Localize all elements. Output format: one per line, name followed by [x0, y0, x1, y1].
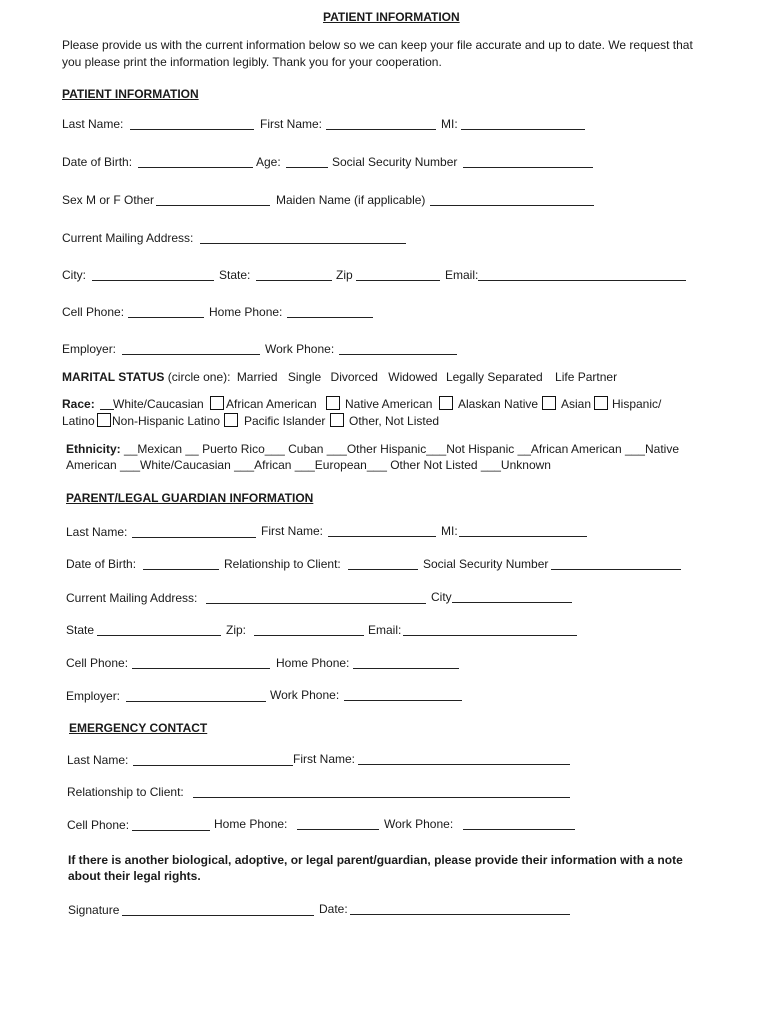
race-asian-checkbox[interactable] — [542, 396, 556, 410]
patient-sex-field[interactable] — [156, 205, 270, 206]
patient-dob-field[interactable] — [138, 167, 253, 168]
patient-zip-field[interactable] — [356, 280, 440, 281]
guardian-first-name-label: First Name: — [261, 524, 324, 538]
signature-label: Signature — [68, 903, 120, 917]
race-alaskan-label: Alaskan Native — [458, 397, 539, 411]
guardian-last-name-label: Last Name: — [66, 525, 128, 539]
patient-home-label: Home Phone: — [209, 305, 283, 319]
patient-address-label: Current Mailing Address: — [62, 231, 194, 245]
guardian-employer-field[interactable] — [126, 701, 266, 702]
race-pacific-label: Pacific Islander — [244, 414, 326, 428]
emergency-work-field[interactable] — [463, 829, 575, 830]
patient-home-field[interactable] — [287, 317, 373, 318]
patient-cell-field[interactable] — [128, 317, 204, 318]
ethnicity-options-line2: American ___White/Caucasian ___African ___European___ Other Not Listed ___Unknown — [66, 458, 551, 472]
emergency-home-field[interactable] — [297, 829, 379, 830]
patient-employer-label: Employer: — [62, 342, 117, 356]
patient-age-field[interactable] — [286, 167, 328, 168]
patient-email-field[interactable] — [478, 280, 686, 281]
emergency-section-heading: EMERGENCY CONTACT — [69, 721, 208, 735]
ethnicity-options-line1: __Mexican __ Puerto Rico___ Cuban ___Other Hispanic___Not Hispanic __African American ___Native — [124, 442, 679, 456]
additional-guardian-note: If there is another biological, adoptive, or legal parent/guardian, please provide their information with a note about their legal rights. — [68, 853, 683, 883]
guardian-state-label: State — [66, 623, 95, 637]
guardian-home-field[interactable] — [353, 668, 459, 669]
patient-age-label: Age: — [256, 155, 281, 169]
emergency-home-label: Home Phone: — [214, 817, 288, 831]
race-african-checkbox[interactable] — [210, 396, 224, 410]
race-nonhispanic-checkbox[interactable] — [97, 413, 111, 427]
guardian-section-heading: PARENT/LEGAL GUARDIAN INFORMATION — [66, 491, 314, 505]
date-label: Date: — [319, 902, 348, 916]
patient-cell-label: Cell Phone: — [62, 305, 125, 319]
patient-city-label: City: — [62, 268, 86, 282]
emergency-cell-label: Cell Phone: — [67, 818, 130, 832]
race-other-label: Other, Not Listed — [349, 414, 440, 428]
race-label: Race: — [62, 397, 95, 411]
patient-email-label: Email: — [445, 268, 479, 282]
race-asian-label: Asian — [561, 397, 592, 411]
marital-option[interactable]: Widowed — [388, 370, 438, 384]
guardian-home-label: Home Phone: — [276, 656, 350, 670]
race-white-blank[interactable] — [100, 409, 114, 410]
guardian-address-label: Current Mailing Address: — [66, 591, 198, 605]
emergency-first-name-label: First Name: — [293, 752, 356, 766]
race-hispanic-label: Hispanic/ — [612, 397, 662, 411]
patient-sex-label: Sex M or F Other — [62, 193, 155, 207]
guardian-city-field[interactable] — [452, 602, 572, 603]
patient-zip-label: Zip — [336, 268, 353, 282]
emergency-cell-field[interactable] — [132, 830, 210, 831]
guardian-ssn-label: Social Security Number — [423, 557, 549, 571]
emergency-work-label: Work Phone: — [384, 817, 454, 831]
patient-dob-label: Date of Birth: — [62, 155, 133, 169]
patient-first-name-label: First Name: — [260, 117, 323, 131]
race-alaskan-checkbox[interactable] — [439, 396, 453, 410]
ethnicity-label: Ethnicity: — [66, 442, 121, 456]
race-pacific-checkbox[interactable] — [224, 413, 238, 427]
patient-maiden-field[interactable] — [430, 205, 594, 206]
patient-last-name-field[interactable] — [130, 129, 254, 130]
patient-work-label: Work Phone: — [265, 342, 335, 356]
marital-option[interactable]: Single — [287, 370, 322, 384]
race-latino-label: Latino — [62, 414, 95, 428]
guardian-first-name-field[interactable] — [328, 536, 436, 537]
guardian-mi-label: MI: — [441, 524, 458, 538]
marital-status-label: MARITAL STATUS — [62, 370, 165, 384]
race-african-label: African American — [226, 397, 317, 411]
guardian-dob-field[interactable] — [143, 569, 219, 570]
form-title: PATIENT INFORMATION — [323, 10, 460, 24]
emergency-last-name-label: Last Name: — [67, 753, 129, 767]
emergency-relationship-label: Relationship to Client: — [67, 785, 184, 799]
marital-option[interactable]: Married — [236, 370, 278, 384]
guardian-zip-field[interactable] — [254, 635, 364, 636]
patient-employer-field[interactable] — [122, 354, 260, 355]
emergency-relationship-field[interactable] — [193, 797, 570, 798]
patient-ssn-field[interactable] — [463, 167, 593, 168]
guardian-city-label: City — [431, 590, 452, 604]
marital-option[interactable]: Life Partner — [555, 370, 618, 384]
guardian-email-label: Email: — [368, 623, 402, 637]
patient-last-name-label: Last Name: — [62, 117, 124, 131]
guardian-relationship-field[interactable] — [348, 569, 418, 570]
guardian-email-field[interactable] — [403, 635, 577, 636]
race-other-checkbox[interactable] — [330, 413, 344, 427]
marital-status-hint: (circle one): — [167, 370, 231, 384]
patient-mi-field[interactable] — [461, 129, 585, 130]
guardian-cell-label: Cell Phone: — [66, 656, 129, 670]
intro-text: Please provide us with the current information below so we can keep your file accurate and up to date. We request that you please print the information legibly. Thank you for your cooperation. — [62, 38, 693, 69]
patient-first-name-field[interactable] — [326, 129, 436, 130]
race-nonhispanic-label: Non-Hispanic Latino — [112, 414, 221, 428]
guardian-relationship-label: Relationship to Client: — [224, 557, 341, 571]
race-native-checkbox[interactable] — [326, 396, 340, 410]
guardian-employer-label: Employer: — [66, 689, 121, 703]
patient-city-field[interactable] — [92, 280, 214, 281]
guardian-work-field[interactable] — [344, 700, 462, 701]
marital-status-row — [62, 370, 617, 384]
emergency-first-name-field[interactable] — [358, 764, 570, 765]
guardian-ssn-field[interactable] — [551, 569, 681, 570]
marital-option[interactable]: Divorced — [330, 370, 378, 384]
signature-field[interactable] — [122, 915, 314, 916]
patient-maiden-label: Maiden Name (if applicable) — [276, 193, 426, 207]
patient-address-field[interactable] — [200, 243, 406, 244]
patient-work-field[interactable] — [339, 354, 457, 355]
guardian-zip-label: Zip: — [226, 623, 247, 637]
guardian-dob-label: Date of Birth: — [66, 557, 137, 571]
date-field[interactable] — [350, 914, 570, 915]
ethnicity-row-1 — [66, 442, 679, 456]
guardian-state-field[interactable] — [97, 635, 221, 636]
race-hispanic-checkbox[interactable] — [594, 396, 608, 410]
guardian-last-name-field[interactable] — [132, 537, 256, 538]
guardian-work-label: Work Phone: — [270, 688, 340, 702]
patient-section-heading: PATIENT INFORMATION — [62, 87, 199, 101]
guardian-address-field[interactable] — [206, 603, 426, 604]
patient-ssn-label: Social Security Number — [332, 155, 458, 169]
patient-state-label: State: — [219, 268, 251, 282]
race-white-label: White/Caucasian — [113, 397, 204, 411]
patient-state-field[interactable] — [256, 280, 332, 281]
guardian-cell-field[interactable] — [132, 668, 270, 669]
race-native-label: Native American — [345, 397, 433, 411]
emergency-last-name-field[interactable] — [133, 765, 293, 766]
guardian-mi-field[interactable] — [459, 536, 587, 537]
marital-option[interactable]: Legally Separated — [445, 370, 543, 384]
patient-mi-label: MI: — [441, 117, 458, 131]
